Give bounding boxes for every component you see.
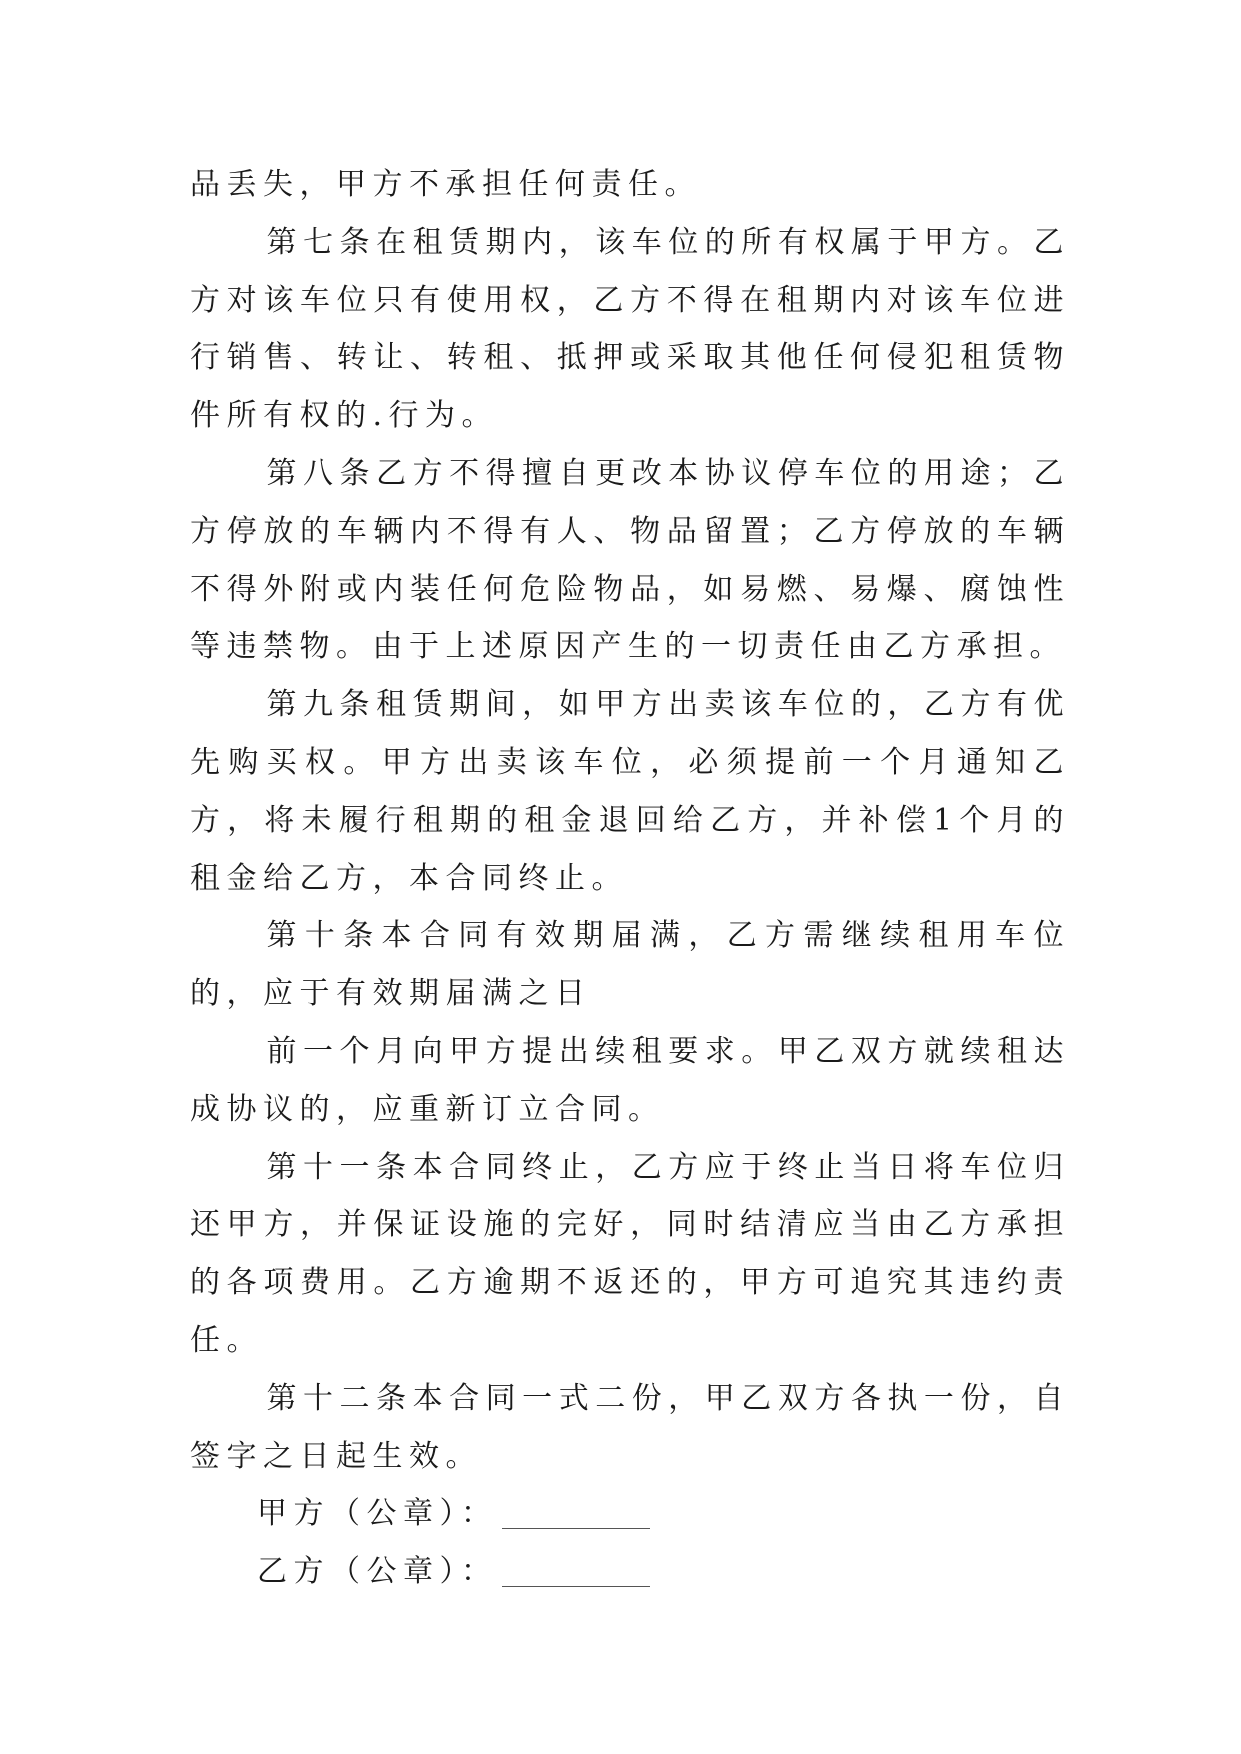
party-b-signature-blank bbox=[502, 1556, 650, 1587]
article-8: 第八条乙方不得擅自更改本协议停车位的用途；乙方停放的车辆内不得有人、物品留置；乙方停放的车辆不得外附或内装任何危险物品，如易燃、易爆、腐蚀性等违禁物。由于上述原因产生的一切责任由乙方承担。 bbox=[190, 455, 1070, 665]
contract-body bbox=[190, 156, 1070, 1601]
article-10-part-2: 前一个月向甲方提出续租要求。甲乙双方就续租达成协议的，应重新订立合同。 bbox=[190, 1033, 1070, 1127]
party-a-label: 甲方（公章）： bbox=[257, 1496, 498, 1532]
article-11: 第十一条本合同终止，乙方应于终止当日将车位归还甲方，并保证设施的完好，同时结清应当由乙方承担的各项费用。乙方逾期不返还的，甲方可追究其违约责任。 bbox=[190, 1149, 1070, 1358]
article-10-part-1: 第十条本合同有效期届满，乙方需继续租用车位的，应于有效期届满之日 bbox=[190, 918, 1070, 1012]
article-7: 第七条在租赁期内，该车位的所有权属于甲方。乙方对该车位只有使用权，乙方不得在租期内对该车位进行销售、转让、转租、抵押或采取其他任何侵犯租赁物件所有权的.行为。 bbox=[190, 224, 1070, 434]
party-a-signature-line bbox=[190, 1485, 1070, 1543]
article-9: 第九条租赁期间，如甲方出卖该车位的，乙方有优先购买权。甲方出卖该车位，必须提前一个月通知乙方，将未履行租期的租金退回给乙方，并补偿1个月的租金给乙方，本合同终止。 bbox=[190, 687, 1070, 896]
article-12: 第十二条本合同一式二份，甲乙双方各执一份，自签字之日起生效。 bbox=[190, 1380, 1070, 1474]
party-b-label: 乙方（公章）： bbox=[257, 1554, 498, 1590]
paragraph-continuation: 品丢失，甲方不承担任何责任。 bbox=[190, 167, 701, 202]
party-b-signature-line bbox=[190, 1543, 1070, 1601]
party-a-signature-blank bbox=[502, 1498, 650, 1529]
